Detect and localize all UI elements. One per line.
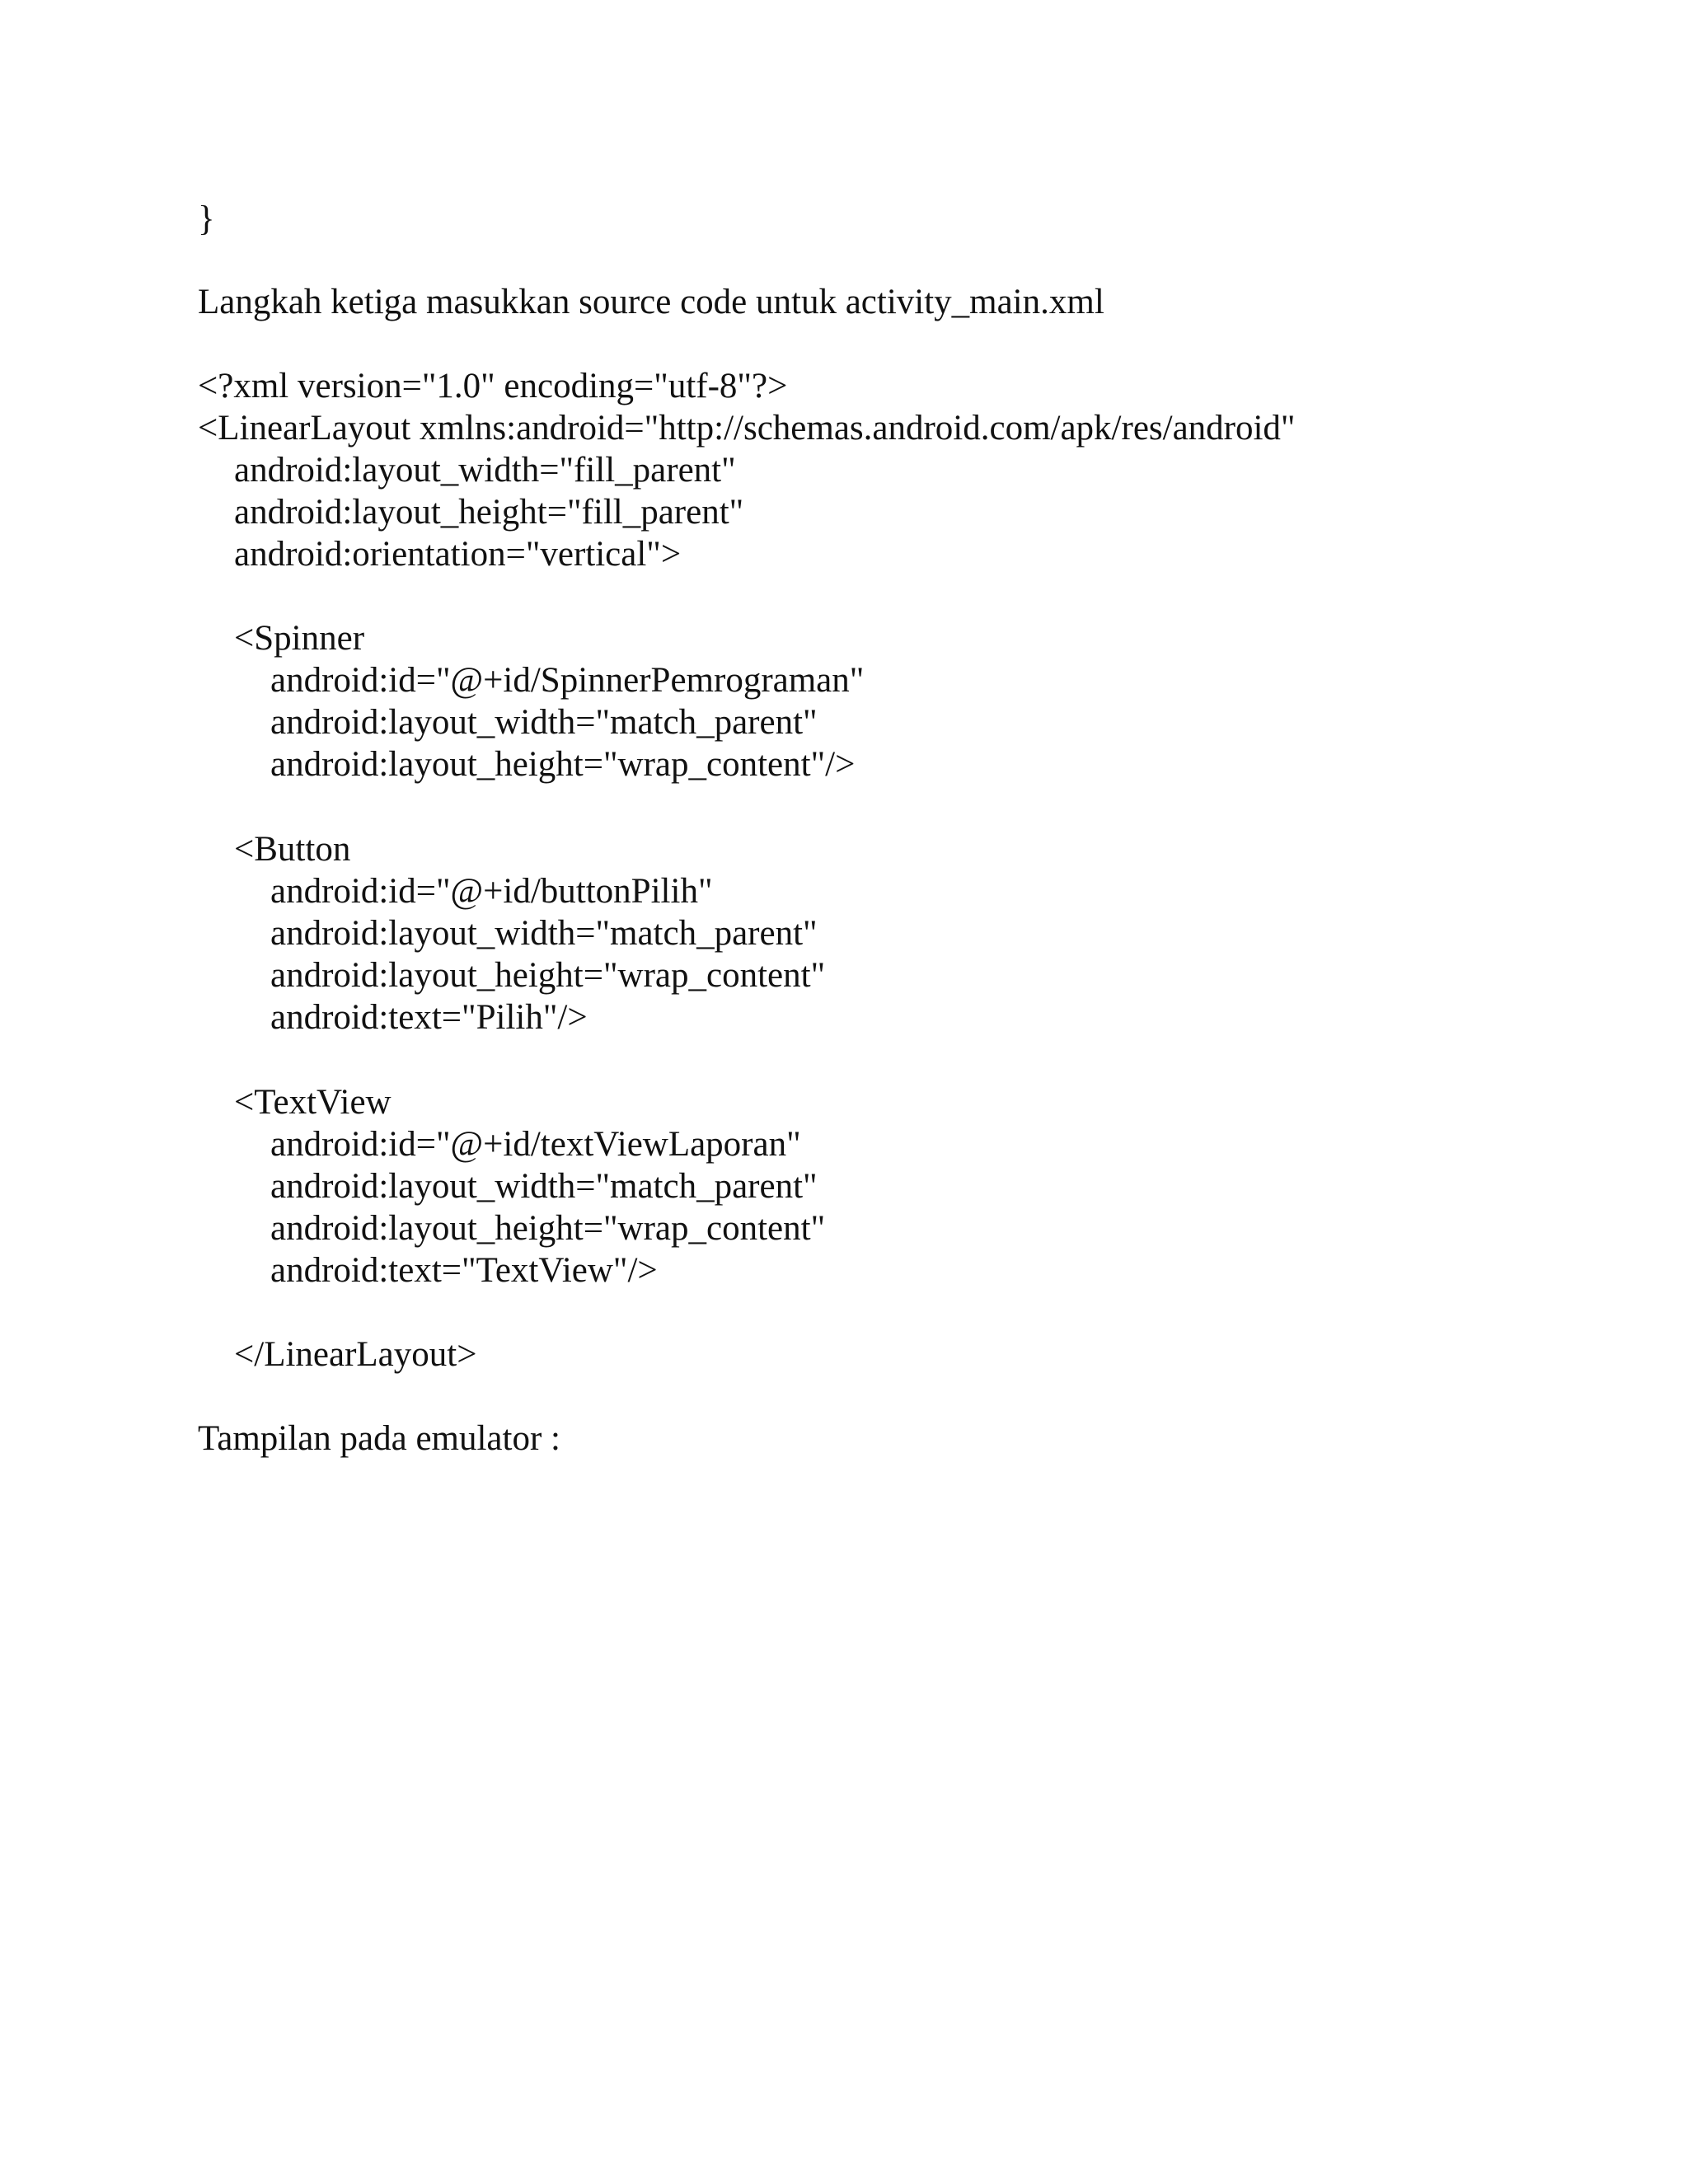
- code-linearlayout-open: <LinearLayout xmlns:android="http://schemas.android.com/apk/res/android": [198, 409, 1296, 448]
- code-textview-id: android:id="@+id/textViewLaporan": [270, 1125, 801, 1164]
- code-button-width: android:layout_width="match_parent": [270, 914, 818, 953]
- code-textview-open: <TextView: [234, 1083, 392, 1122]
- code-xml-declaration: <?xml version="1.0" encoding="utf-8"?>: [198, 367, 788, 405]
- code-linearlayout-orientation: android:orientation="vertical">: [234, 535, 682, 574]
- step-heading: Langkah ketiga masukkan source code untuk activity_main.xml: [198, 283, 1104, 321]
- code-spinner-width: android:layout_width="match_parent": [270, 703, 818, 742]
- code-textview-text: android:text="TextView"/>: [270, 1251, 658, 1290]
- code-button-id: android:id="@+id/buttonPilih": [270, 872, 713, 911]
- code-button-text: android:text="Pilih"/>: [270, 998, 588, 1037]
- code-linearlayout-close: </LinearLayout>: [234, 1335, 477, 1374]
- emulator-caption: Tampilan pada emulator :: [198, 1419, 560, 1458]
- code-spinner-open: <Spinner: [234, 619, 365, 658]
- code-spinner-height: android:layout_height="wrap_content"/>: [270, 745, 856, 784]
- code-textview-height: android:layout_height="wrap_content": [270, 1209, 826, 1248]
- closing-brace: }: [198, 199, 215, 238]
- code-linearlayout-width: android:layout_width="fill_parent": [234, 451, 736, 490]
- code-textview-width: android:layout_width="match_parent": [270, 1167, 818, 1206]
- code-button-open: <Button: [234, 830, 351, 869]
- code-button-height: android:layout_height="wrap_content": [270, 956, 826, 995]
- code-spinner-id: android:id="@+id/SpinnerPemrograman": [270, 661, 865, 700]
- code-linearlayout-height: android:layout_height="fill_parent": [234, 493, 744, 532]
